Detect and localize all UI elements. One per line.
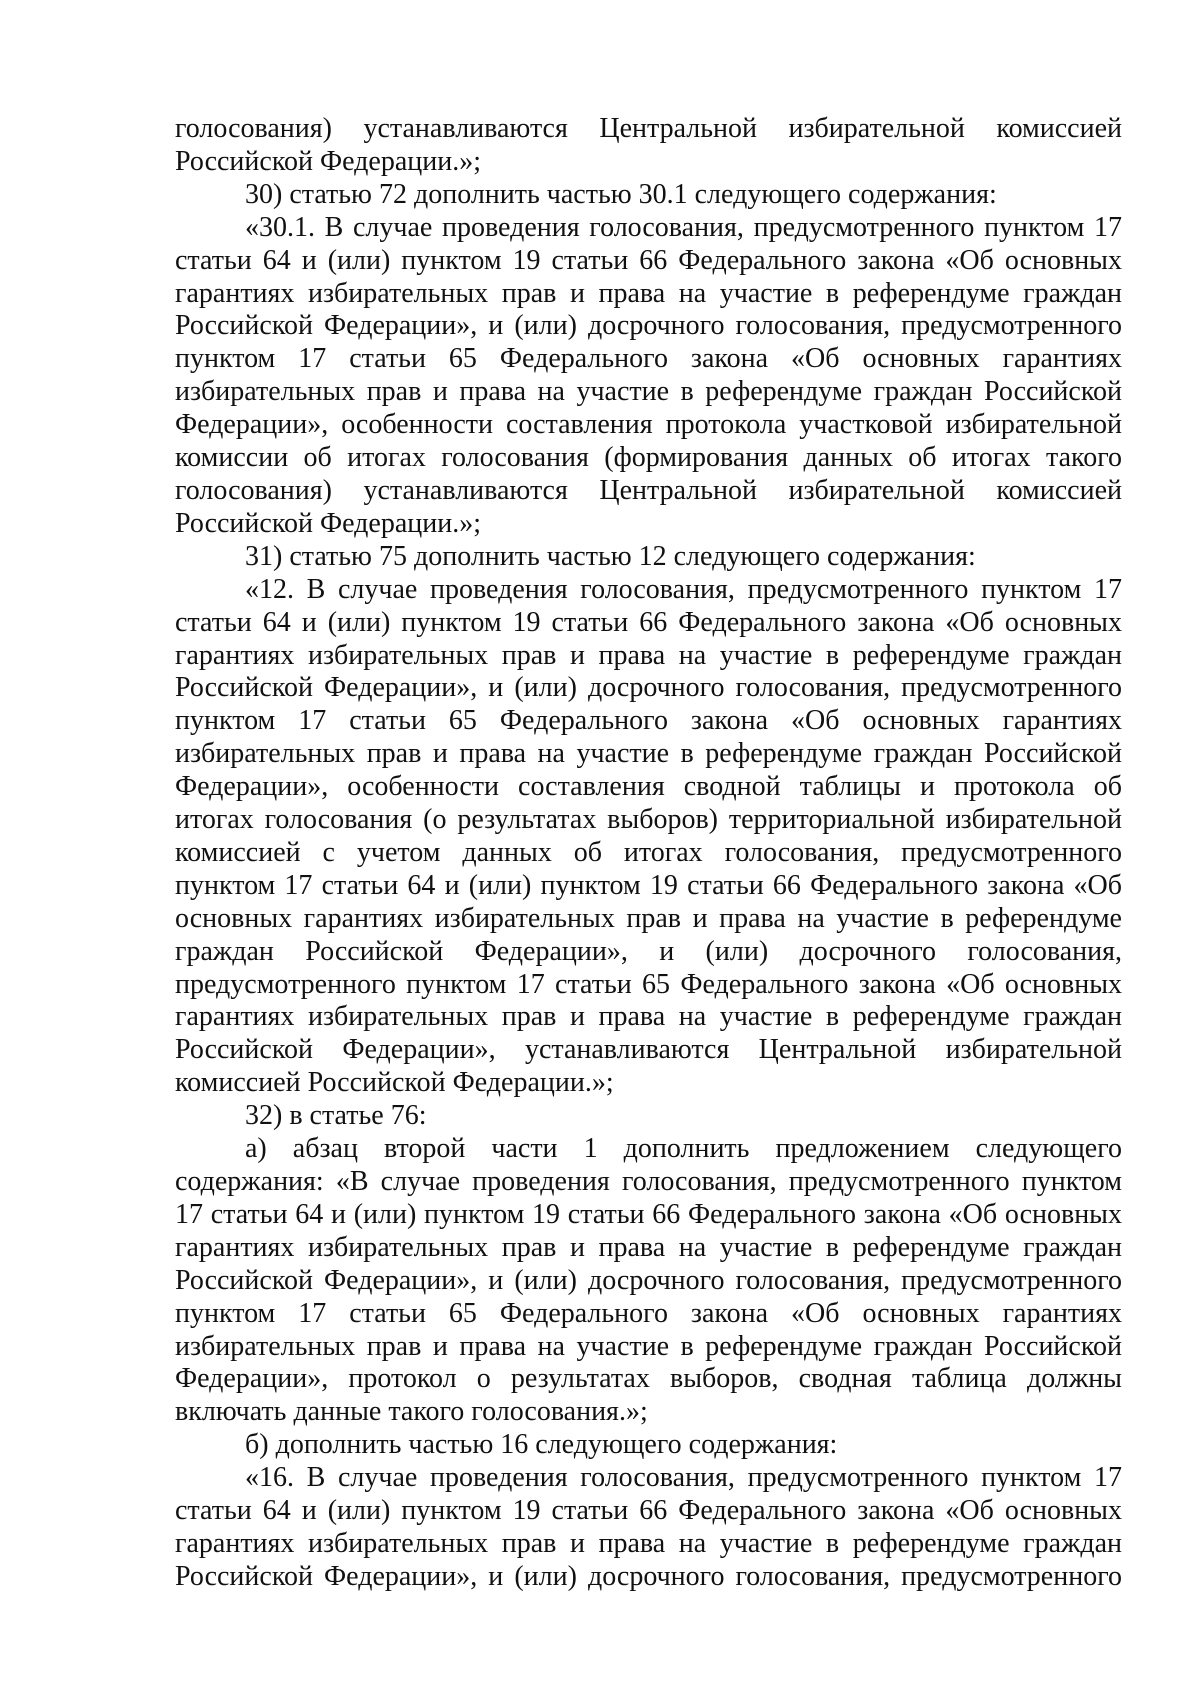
document-page — [175, 113, 1122, 1594]
paragraph: 31) статью 75 дополнить частью 12 следующего содержания: — [245, 540, 976, 572]
paragraph: «16. В случае проведения голосования, предусмотренного пунктом 17 статьи 64 и (или) пунктом 19 статьи 66 Федерального закона «Об основных гарантиях избирательных прав и права на участие в референдуме граждан Российской Федерации», и (или) досрочного голосования, предусмотренного — [175, 1462, 1122, 1592]
paragraph: голосования) устанавливаются Центральной избирательной комиссией Российской Федерации.»; — [175, 113, 1122, 177]
paragraph: «12. В случае проведения голосования, предусмотренного пунктом 17 статьи 64 и (или) пунктом 19 статьи 66 Федерального закона «Об основных гарантиях избирательных прав и права на участие в референдуме граждан Российской Федерации», и (или) досрочного голосования, предусмотренного пунктом 17 статьи 65 Федерального закона «Об основных гарантиях избирательных прав и права на участие в референдуме граждан Российской Федерации», особенности составления сводной таблицы и протокола об итогах голосования (о результатах выборов) территориальной избирательной комиссией с учетом данных об итогах голосования, предусмотренного пунктом 17 статьи 64 и (или) пунктом 19 статьи 66 Федерального закона «Об основных гарантиях избирательных прав и права на участие в референдуме граждан Российской Федерации», и (или) досрочного голосования, предусмотренного пунктом 17 статьи 65 Федерального закона «Об основных гарантиях избирательных прав и права на участие в референдуме граждан Российской Федерации», устанавливаются Центральной избирательной комиссией Российской Федерации.»; — [175, 573, 1122, 1099]
paragraph: «30.1. В случае проведения голосования, предусмотренного пунктом 17 статьи 64 и (или) пунктом 19 статьи 66 Федерального закона «Об основных гарантиях избирательных прав и права на участие в референдуме граждан Российской Федерации», и (или) досрочного голосования, предусмотренного пунктом 17 статьи 65 Федерального закона «Об основных гарантиях избирательных прав и права на участие в референдуме граждан Российской Федерации», особенности составления протокола участковой избирательной комиссии об итогах голосования (формирования данных об итогах такого голосования) устанавливаются Центральной избирательной комиссией Российской Федерации.»; — [175, 211, 1122, 539]
paragraph: 32) в статье 76: — [245, 1100, 427, 1132]
paragraph: б) дополнить частью 16 следующего содержания: — [245, 1429, 838, 1461]
paragraph: а) абзац второй части 1 дополнить предложением следующего содержания: «В случае проведения голосования, предусмотренного пунктом 17 статьи 64 и (или) пунктом 19 статьи 66 Федерального закона «Об основных гарантиях избирательных прав и права на участие в референдуме граждан Российской Федерации», и (или) досрочного голосования, предусмотренного пунктом 17 статьи 65 Федерального закона «Об основных гарантиях избирательных прав и права на участие в референдуме граждан Российской Федерации», протокол о результатах выборов, сводная таблица должны включать данные такого голосования.»; — [175, 1133, 1122, 1428]
paragraph: 30) статью 72 дополнить частью 30.1 следующего содержания: — [245, 178, 997, 210]
